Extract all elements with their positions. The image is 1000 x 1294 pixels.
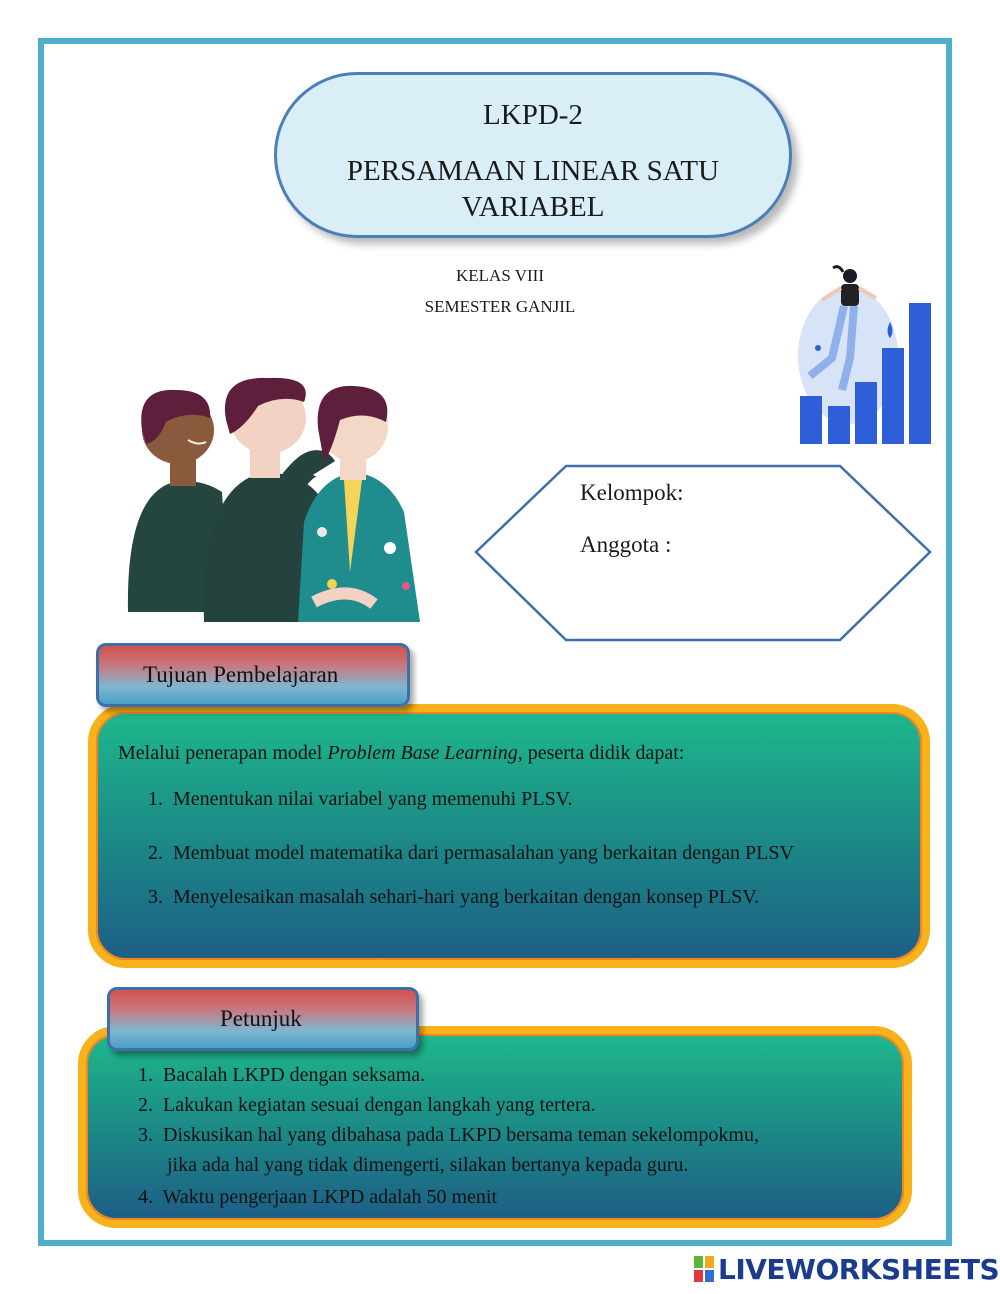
objective-item: 1. Menentukan nilai variabel yang memenuhi PLSV. — [148, 788, 573, 810]
objectives-intro: Melalui penerapan model Problem Base Learning, peserta didik dapat: — [118, 742, 685, 764]
members-label: Anggota : — [580, 532, 672, 557]
objectives-panel — [88, 704, 930, 968]
worksheet-title: PERSAMAAN LINEAR SATU VARIABEL — [346, 155, 720, 223]
worksheet-code: LKPD-2 — [483, 99, 583, 131]
objectives-tab — [96, 643, 410, 707]
instruction-item: 2. Lakukan kegiatan sesuai dengan langkah yang tertera. — [138, 1094, 596, 1116]
class-label: KELAS VIII — [456, 266, 544, 285]
instructions-tab — [107, 987, 419, 1051]
growth-chart-illustration — [796, 258, 936, 448]
instruction-item: 4. Waktu pengerjaan LKPD adalah 50 menit — [138, 1186, 498, 1208]
students-illustration — [118, 372, 438, 622]
liveworksheets-logo-text: LIVEWORKSHEETS — [718, 1252, 1000, 1286]
group-label: Kelompok: — [580, 480, 684, 505]
objective-item: 2. Membuat model matematika dari permasalahan yang berkaitan dengan PLSV — [148, 842, 794, 864]
instruction-item-continued: jika ada hal yang tidak dimengerti, silakan bertanya kepada guru. — [167, 1154, 689, 1176]
liveworksheets-logo — [694, 1252, 999, 1286]
instruction-item: 1. Bacalah LKPD dengan seksama. — [138, 1064, 426, 1086]
title-banner — [274, 72, 792, 238]
objectives-tab-label: Tujuan Pembelajaran — [143, 662, 339, 687]
semester-label: SEMESTER GANJIL — [424, 297, 576, 316]
instructions-panel — [78, 1026, 912, 1228]
instruction-item: 3. Diskusikan hal yang dibahasa pada LKPD bersama teman sekelompokmu, — [138, 1124, 759, 1146]
objective-item: 3. Menyelesaikan masalah sehari-hari yang berkaitan dengan konsep PLSV. — [148, 886, 760, 908]
group-info-box — [474, 464, 932, 644]
instructions-tab-label: Petunjuk — [220, 1006, 302, 1031]
liveworksheets-logo-icon — [694, 1256, 714, 1282]
